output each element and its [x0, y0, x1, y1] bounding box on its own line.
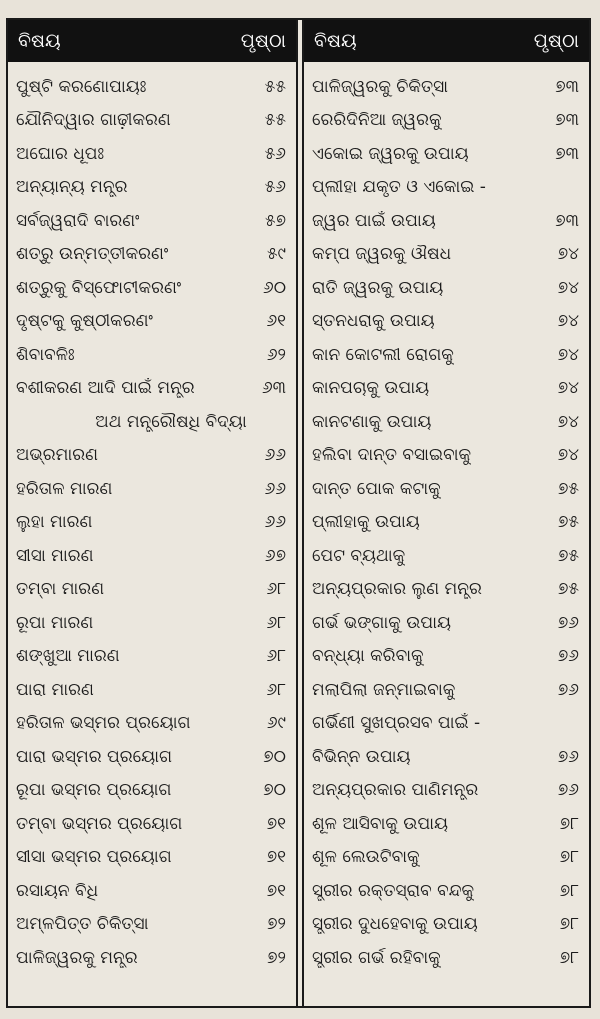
subject-heading: ବିଷୟ: [314, 30, 357, 52]
toc-entry: [8, 204, 296, 238]
entry-page-number: ୭୫: [557, 545, 579, 566]
toc-entry: [8, 707, 296, 741]
entry-page-number: ୭୮: [559, 813, 579, 834]
toc-entry: [8, 472, 296, 506]
entry-title: ପେଟ ବ୍ୟଥାକୁ: [312, 545, 406, 566]
toc-entry: [304, 171, 589, 205]
toc-entry: [8, 640, 296, 674]
toc-entry: [304, 305, 589, 339]
entry-page-number: ୬୨: [266, 344, 286, 365]
entry-page-number: ୬୧: [266, 311, 286, 332]
entry-page-number: ୭୮: [559, 880, 579, 901]
entry-title: ଅନ୍ୟପ୍ରକାର ଲୁଣ ମନ୍ତ୍ର: [312, 579, 482, 600]
toc-entry: [304, 204, 589, 238]
toc-entry: [8, 841, 296, 875]
toc-entry: [304, 338, 589, 372]
toc-entry: [304, 439, 589, 473]
entry-page-number: ୫୭: [264, 210, 286, 231]
entry-title: ସ୍ତ୍ରୀର ଗର୍ଭ ରହିବାକୁ: [312, 947, 441, 968]
entry-title: ଅଥ ମନ୍ତ୍ରୌଷଧି ବିଦ୍ୟା: [95, 411, 247, 432]
toc-entry: [8, 807, 296, 841]
right-column-header: [304, 20, 589, 62]
page-heading: ପୃଷ୍ଠା: [533, 30, 579, 52]
entry-title: ଶୂଳ ଆସିବାକୁ ଉପାୟ: [312, 813, 449, 834]
entry-page-number: ୬୮: [266, 612, 286, 633]
entry-page-number: ୬୬: [264, 478, 286, 499]
entry-title: ପାଳିଜ୍ୱରକୁ ଚିକିତ୍ସା: [312, 76, 449, 97]
entry-page-number: ୭୨: [267, 947, 286, 968]
entry-title: ତମ୍ବା ମାରଣ: [16, 579, 105, 600]
entry-title: ଅଘୋର ଧୂପଃ: [16, 143, 105, 164]
toc-entry: [304, 874, 589, 908]
entry-title: କାନଟଣାକୁ ଉପାୟ: [312, 411, 432, 432]
toc-entry: [304, 405, 589, 439]
toc-entry: [8, 171, 296, 205]
entry-title: ଶଙ୍ଖୁଆ ମାରଣ: [16, 646, 120, 667]
toc-entry: [304, 774, 589, 808]
toc-entry: [8, 70, 296, 104]
entry-title: ପାଳିଜ୍ୱରକୁ ମନ୍ତ୍ର: [16, 947, 138, 968]
toc-entry: [304, 539, 589, 573]
toc-entry: [8, 874, 296, 908]
entry-page-number: ୫୯: [266, 244, 286, 265]
entry-page-number: ୭୦: [263, 780, 286, 801]
entry-title: ବନ୍ଧ୍ୟା କରିବାକୁ: [312, 646, 424, 667]
entry-page-number: ୬୩: [261, 378, 286, 399]
entry-title: ଶତ୍ରୁକୁ ବିସ୍ଫୋଟୀକରଣଂ: [16, 277, 182, 298]
entry-page-number: ୭୫: [557, 512, 579, 533]
entry-title: ରେରିଦିନିଆ ଜ୍ୱରକୁ: [312, 110, 442, 131]
entry-page-number: ୫୫: [264, 76, 286, 97]
entry-title: ଗର୍ଭିଣୀ ସୁଖପ୍ରସବ ପାଇଁ -: [312, 713, 481, 734]
entry-page-number: ୬୭: [264, 545, 286, 566]
entry-title: ସୀସା ଭସ୍ମର ପ୍ରୟୋଗ: [16, 847, 172, 868]
entry-title: ରସାୟନ ବିଧି: [16, 880, 99, 901]
toc-entry: [8, 539, 296, 573]
toc-entry: [304, 104, 589, 138]
entry-title: ପାରା ଭସ୍ମର ପ୍ରୟୋଗ: [16, 746, 173, 767]
entry-title: ଶିବାବଳିଃ: [16, 344, 75, 365]
toc-entry: [304, 472, 589, 506]
entry-page-number: ୭୩: [555, 143, 579, 164]
entry-page-number: ୬୦: [263, 277, 286, 298]
entry-title: ଅଭ୍ରମାରଣ: [16, 445, 99, 466]
subject-heading: ବିଷୟ: [18, 30, 61, 52]
toc-entry: [304, 606, 589, 640]
right-entry-list: [304, 70, 589, 975]
entry-page-number: ୭୪: [557, 378, 579, 399]
entry-title: ଶୂଳ ଲେଉଟିବାକୁ: [312, 847, 420, 868]
entry-page-number: ୭୬: [557, 679, 579, 700]
toc-entry: [304, 238, 589, 272]
entry-title: ରୂପା ମାରଣ: [16, 612, 94, 633]
section-heading: [8, 405, 296, 439]
toc-entry: [304, 941, 589, 975]
entry-title: ଯୌନିଦ୍ୱାର ଗାଢ଼ୀକରଣ: [16, 110, 171, 131]
entry-page-number: ୬୬: [264, 445, 286, 466]
page-heading: ପୃଷ୍ଠା: [240, 30, 286, 52]
toc-entry: [8, 439, 296, 473]
entry-page-number: ୬୮: [266, 646, 286, 667]
entry-page-number: ୭୧: [266, 847, 286, 868]
toc-entry: [8, 338, 296, 372]
entry-title: ସ୍ତ୍ରୀର ରକ୍ତସ୍ରାବ ବନ୍ଦକୁ: [312, 880, 475, 901]
entry-page-number: ୫୬: [264, 177, 286, 198]
entry-title: ଲୁହା ମାରଣ: [16, 512, 93, 533]
left-entry-list: [8, 70, 296, 975]
entry-page-number: ୭୪: [557, 244, 579, 265]
toc-entry: [304, 640, 589, 674]
entry-title: ରୂପା ଭସ୍ମର ପ୍ରୟୋଗ: [16, 780, 172, 801]
toc-entry: [304, 137, 589, 171]
entry-page-number: ୬୯: [266, 713, 286, 734]
toc-entry: [8, 238, 296, 272]
toc-entry: [8, 573, 296, 607]
entry-page-number: ୭୬: [557, 612, 579, 633]
entry-page-number: ୭୧: [266, 813, 286, 834]
entry-page-number: ୭୪: [557, 344, 579, 365]
entry-page-number: ୭୫: [557, 478, 579, 499]
toc-entry: [304, 908, 589, 942]
toc-entry: [304, 372, 589, 406]
entry-title: ଜ୍ୱର ପାଇଁ ଉପାୟ: [312, 210, 436, 231]
entry-title: ପାରା ମାରଣ: [16, 679, 94, 700]
left-column-header: [8, 20, 296, 62]
right-column: [304, 20, 589, 1006]
entry-title: ବିଭିନ୍ନ ଉପାୟ: [312, 746, 411, 767]
entry-title: ଶତ୍ରୁ ଉନ୍ମତ୍ତୀକରଣଂ: [16, 244, 169, 265]
entry-page-number: ୭୩: [555, 110, 579, 131]
entry-title: ଗର୍ଭ ଭଙ୍ଗାକୁ ଉପାୟ: [312, 612, 451, 633]
entry-page-number: ୭୩: [555, 76, 579, 97]
entry-page-number: ୭୪: [557, 445, 579, 466]
entry-title: ସୀସା ମାରଣ: [16, 545, 94, 566]
entry-title: ସ୍ତନଧରାକୁ ଉପାୟ: [312, 311, 435, 332]
toc-entry: [304, 573, 589, 607]
toc-entry: [8, 305, 296, 339]
column-divider: [296, 20, 304, 1006]
toc-entry: [304, 70, 589, 104]
entry-title: ପୁଷ୍ଟି କରଣୋପାୟଃ: [16, 76, 147, 97]
toc-entry: [8, 740, 296, 774]
entry-page-number: ୫୬: [264, 143, 286, 164]
toc-entry: [8, 506, 296, 540]
entry-page-number: ୬୬: [264, 512, 286, 533]
entry-title: ହରିତାଳ ଭସ୍ମର ପ୍ରୟୋଗ: [16, 713, 191, 734]
entry-title: ସ୍ତ୍ରୀର ଦୁଧହେବାକୁ ଉପାୟ: [312, 914, 478, 935]
toc-entry: [304, 841, 589, 875]
entry-title: ପ୍ଲୀହା ଯକୃତ ଓ ଏକୋଇ -: [312, 177, 486, 198]
entry-page-number: ୭୬: [557, 780, 579, 801]
entry-page-number: ୬୮: [266, 579, 286, 600]
toc-entry: [304, 807, 589, 841]
entry-title: ତମ୍ବା ଭସ୍ମର ପ୍ରୟୋଗ: [16, 813, 183, 834]
entry-page-number: ୭୪: [557, 277, 579, 298]
toc-entry: [304, 506, 589, 540]
table-of-contents: [6, 18, 591, 1008]
entry-title: ମଲାପିଲା ଜନ୍ମାଇବାକୁ: [312, 679, 456, 700]
toc-entry: [304, 271, 589, 305]
entry-title: ଅନ୍ୟାନ୍ୟ ମନ୍ତ୍ର: [16, 177, 128, 198]
entry-page-number: ୫୫: [264, 110, 286, 131]
entry-title: ସର୍ବଜ୍ୱରାଦି ବାରଣଂ: [16, 210, 140, 231]
entry-page-number: ୭୪: [557, 411, 579, 432]
entry-page-number: ୭୬: [557, 646, 579, 667]
entry-page-number: ୭୩: [555, 210, 579, 231]
entry-title: ରାତି ଜ୍ୱରକୁ ଉପାୟ: [312, 277, 444, 298]
toc-entry: [8, 137, 296, 171]
entry-page-number: ୭୬: [557, 746, 579, 767]
entry-title: ପ୍ଲୀହାକୁ ଉପାୟ: [312, 512, 420, 533]
left-column: [8, 20, 296, 1006]
toc-entry: [8, 908, 296, 942]
toc-entry: [8, 606, 296, 640]
entry-page-number: ୭୨: [267, 914, 286, 935]
toc-entry: [304, 673, 589, 707]
entry-page-number: ୭୧: [266, 880, 286, 901]
entry-title: ହଲିବା ଦାନ୍ତ ବସାଇବାକୁ: [312, 445, 472, 466]
entry-page-number: ୭୪: [557, 311, 579, 332]
toc-entry: [8, 673, 296, 707]
entry-page-number: ୭୮: [559, 947, 579, 968]
entry-page-number: ୭୦: [263, 746, 286, 767]
entry-page-number: ୭୫: [557, 579, 579, 600]
toc-entry: [8, 104, 296, 138]
entry-title: ଦୃଷ୍ଟକୁ କୁଷ୍ଠୀକରଣଂ: [16, 311, 153, 332]
toc-entry: [8, 271, 296, 305]
entry-title: ବଶୀକରଣ ଆଦି ପାଇଁ ମନ୍ତ୍ର: [16, 378, 195, 399]
toc-entry: [8, 372, 296, 406]
entry-title: କାନପଚାକୁ ଉପାୟ: [312, 378, 430, 399]
toc-entry: [8, 941, 296, 975]
entry-title: ଅମ୍ଳପିତ୍ତ ଚିକିତ୍ସା: [16, 914, 149, 935]
entry-page-number: ୭୮: [559, 914, 579, 935]
entry-page-number: ୭୮: [559, 847, 579, 868]
toc-entry: [8, 774, 296, 808]
entry-title: କାନ କୋଟଲୀ ରୋଗକୁ: [312, 344, 454, 365]
entry-title: ଦାନ୍ତ ପୋକ କଟାକୁ: [312, 478, 441, 499]
entry-title: ଅନ୍ୟପ୍ରକାର ପାଣିମନ୍ତ୍ର: [312, 780, 479, 801]
entry-title: ଏକୋଇ ଜ୍ୱରକୁ ଉପାୟ: [312, 143, 469, 164]
entry-title: ହରିତାଳ ମାରଣ: [16, 478, 113, 499]
toc-entry: [304, 740, 589, 774]
toc-entry: [304, 707, 589, 741]
entry-title: କମ୍ପ ଜ୍ୱରକୁ ଔଷଧ: [312, 244, 452, 265]
entry-page-number: ୬୮: [266, 679, 286, 700]
